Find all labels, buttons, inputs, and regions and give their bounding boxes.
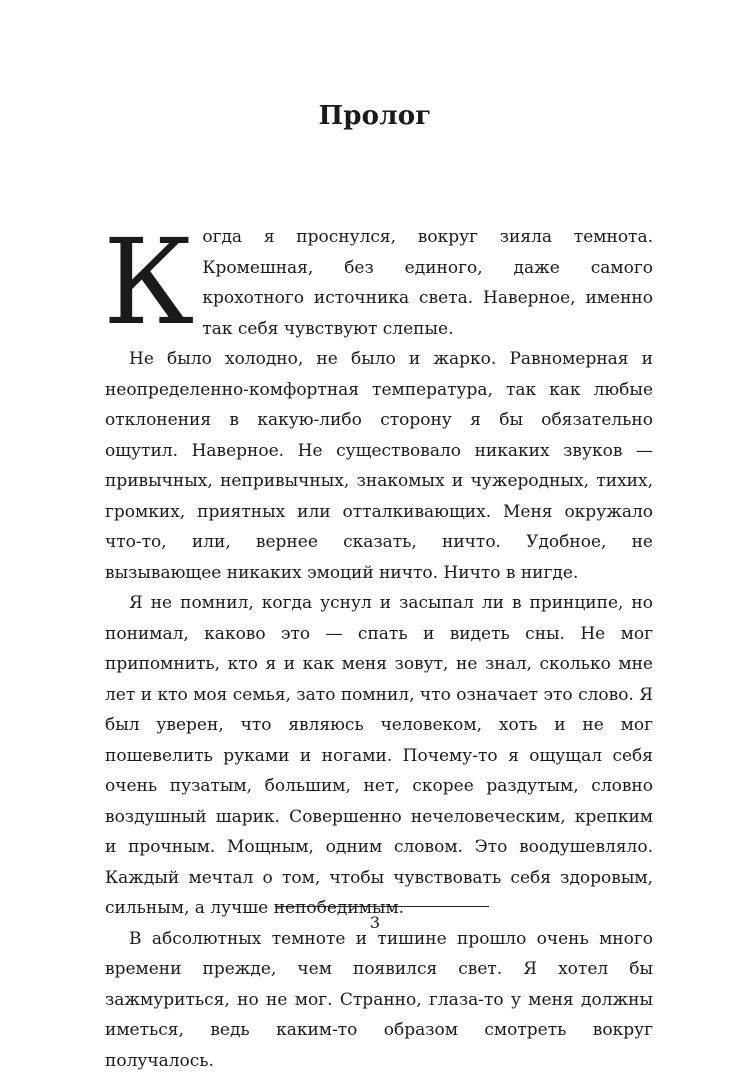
footer-rule [275, 906, 489, 907]
paragraph-1 [105, 222, 653, 344]
paragraph-2: Не было холодно, не было и жарко. Равномерная и неопределенно-комфортная температура, так как любые отклонения в какую-либо сторону я бы обязательно ощутил. Наверное. Не существовало никаких звуков — привычных, непривычных, знакомых и чужеродных, тихих, громких, приятных или отталкивающих. Меня окружало что-то, или, вернее сказать, ничто. Удобное, не вызывающее никаких эмоций ничто. Ничто в нигде. [105, 344, 653, 588]
chapter-title: Пролог [0, 96, 750, 136]
chapter-text [105, 222, 653, 1076]
paragraph-3: Я не помнил, когда уснул и засыпал ли в принципе, но понимал, каково это — спать и видеть сны. Не мог припомнить, кто я и как меня зовут, не знал, сколько мне лет и кто моя семья, зато помнил, что означает это слово. Я был уверен, что являюсь человеком, хоть и не мог пошевелить руками и ногами. Почему-то я ощущал себя очень пузатым, большим, нет, скорее раздутым, словно воздушный шарик. Совершенно нечеловеческим, крепким и прочным. Мощным, одним словом. Это воодушевляло. Каждый мечтал о том, чтобы чувствовать себя здоровым, сильным, а лучше непобедимым. [105, 588, 653, 924]
paragraph-1-text: огда я проснулся, вокруг зияла темнота. Кромешная, без единого, даже самого крохотного источника света. Наверное, именно так себя чувствуют слепые. [202, 227, 653, 339]
page-number: 3 [0, 912, 750, 934]
paragraph-4: В абсолютных темноте и тишине прошло очень много времени прежде, чем появился свет. Я хотел бы зажмуриться, но не мог. Странно, глаза-то у меня должны иметься, ведь каким-то образом смотреть вокруг получалось. [105, 924, 653, 1076]
drop-cap: К [103, 234, 194, 330]
